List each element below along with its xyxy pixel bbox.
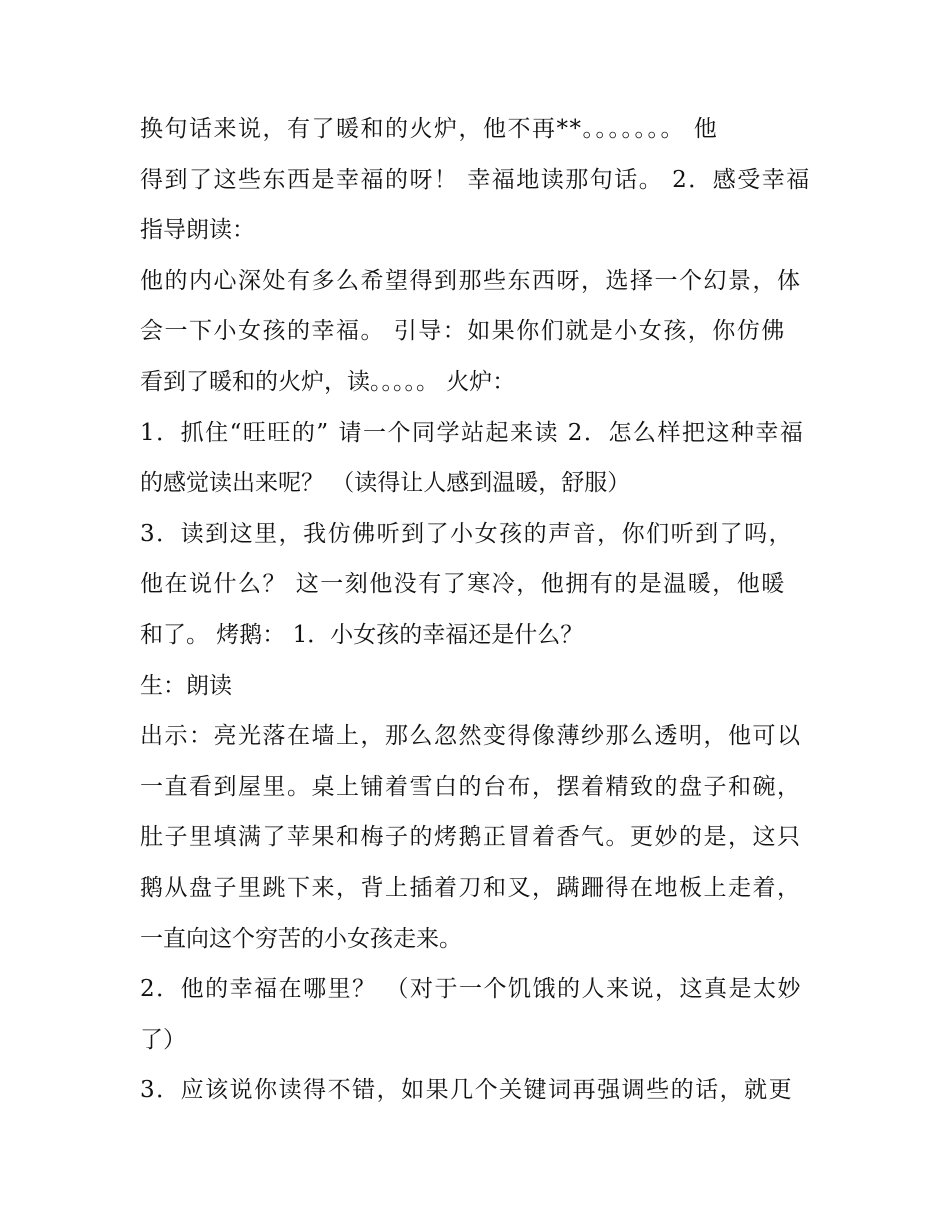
text-line-12: 生：朗读 (140, 673, 232, 699)
text-line-20: 3．应该说你读得不错，如果几个关键词再强调些的话，就更 (140, 1077, 794, 1103)
text-line-5: 会一下小女孩的幸福。 引导：如果你们就是小女孩，你仿佛 (140, 318, 786, 344)
text-line-4: 他的内心深处有多么希望得到那些东西呀，选择一个幻景，体 (140, 268, 802, 294)
text-line-8: 的感觉读出来呢？ （读得让人感到温暖，舒服） (140, 470, 631, 496)
text-line-13: 出示：亮光落在墙上，那么忽然变得像薄纱那么透明，他可以 (140, 723, 802, 749)
text-line-16: 鹅从盘子里跳下来，背上插着刀和叉，蹒跚得在地板上走着， (140, 875, 802, 901)
text-line-18: 2．他的幸福在哪里？ （对于一个饥饿的人来说，这真是太妙 (140, 976, 802, 1002)
text-line-6: 看到了暖和的火炉，读。。。。。 火炉： (140, 369, 516, 395)
text-line-10: 他在说什么？ 这一刻他没有了寒冷，他拥有的是温暖，他暖 (140, 571, 786, 597)
text-line-17: 一直向这个穷苦的小女孩走来。 (140, 926, 462, 952)
text-line-7: 1．抓住“旺旺的” 请一个同学站起来读 2．怎么样把这种幸福 (140, 420, 805, 446)
text-line-9: 3．读到这里，我仿佛听到了小女孩的声音，你们听到了吗， (140, 521, 794, 547)
text-line-15: 肚子里填满了苹果和梅子的烤鹅正冒着香气。更妙的是，这只 (140, 824, 802, 850)
text-line-3: 指导朗读： (140, 217, 255, 243)
text-line-11: 和了。 烤鹅： 1．小女孩的幸福还是什么？ (140, 622, 584, 648)
text-line-19: 了） (140, 1027, 186, 1053)
text-line-14: 一直看到屋里。桌上铺着雪白的台布，摆着精致的盘子和碗， (140, 774, 802, 800)
text-line-1: 换句话来说，有了暖和的火炉，他不再**。。。。。。。 他 (140, 116, 719, 142)
text-line-2: 得到了这些东西是幸福的呀！ 幸福地读那句话。 2．感受幸福 (140, 167, 811, 193)
